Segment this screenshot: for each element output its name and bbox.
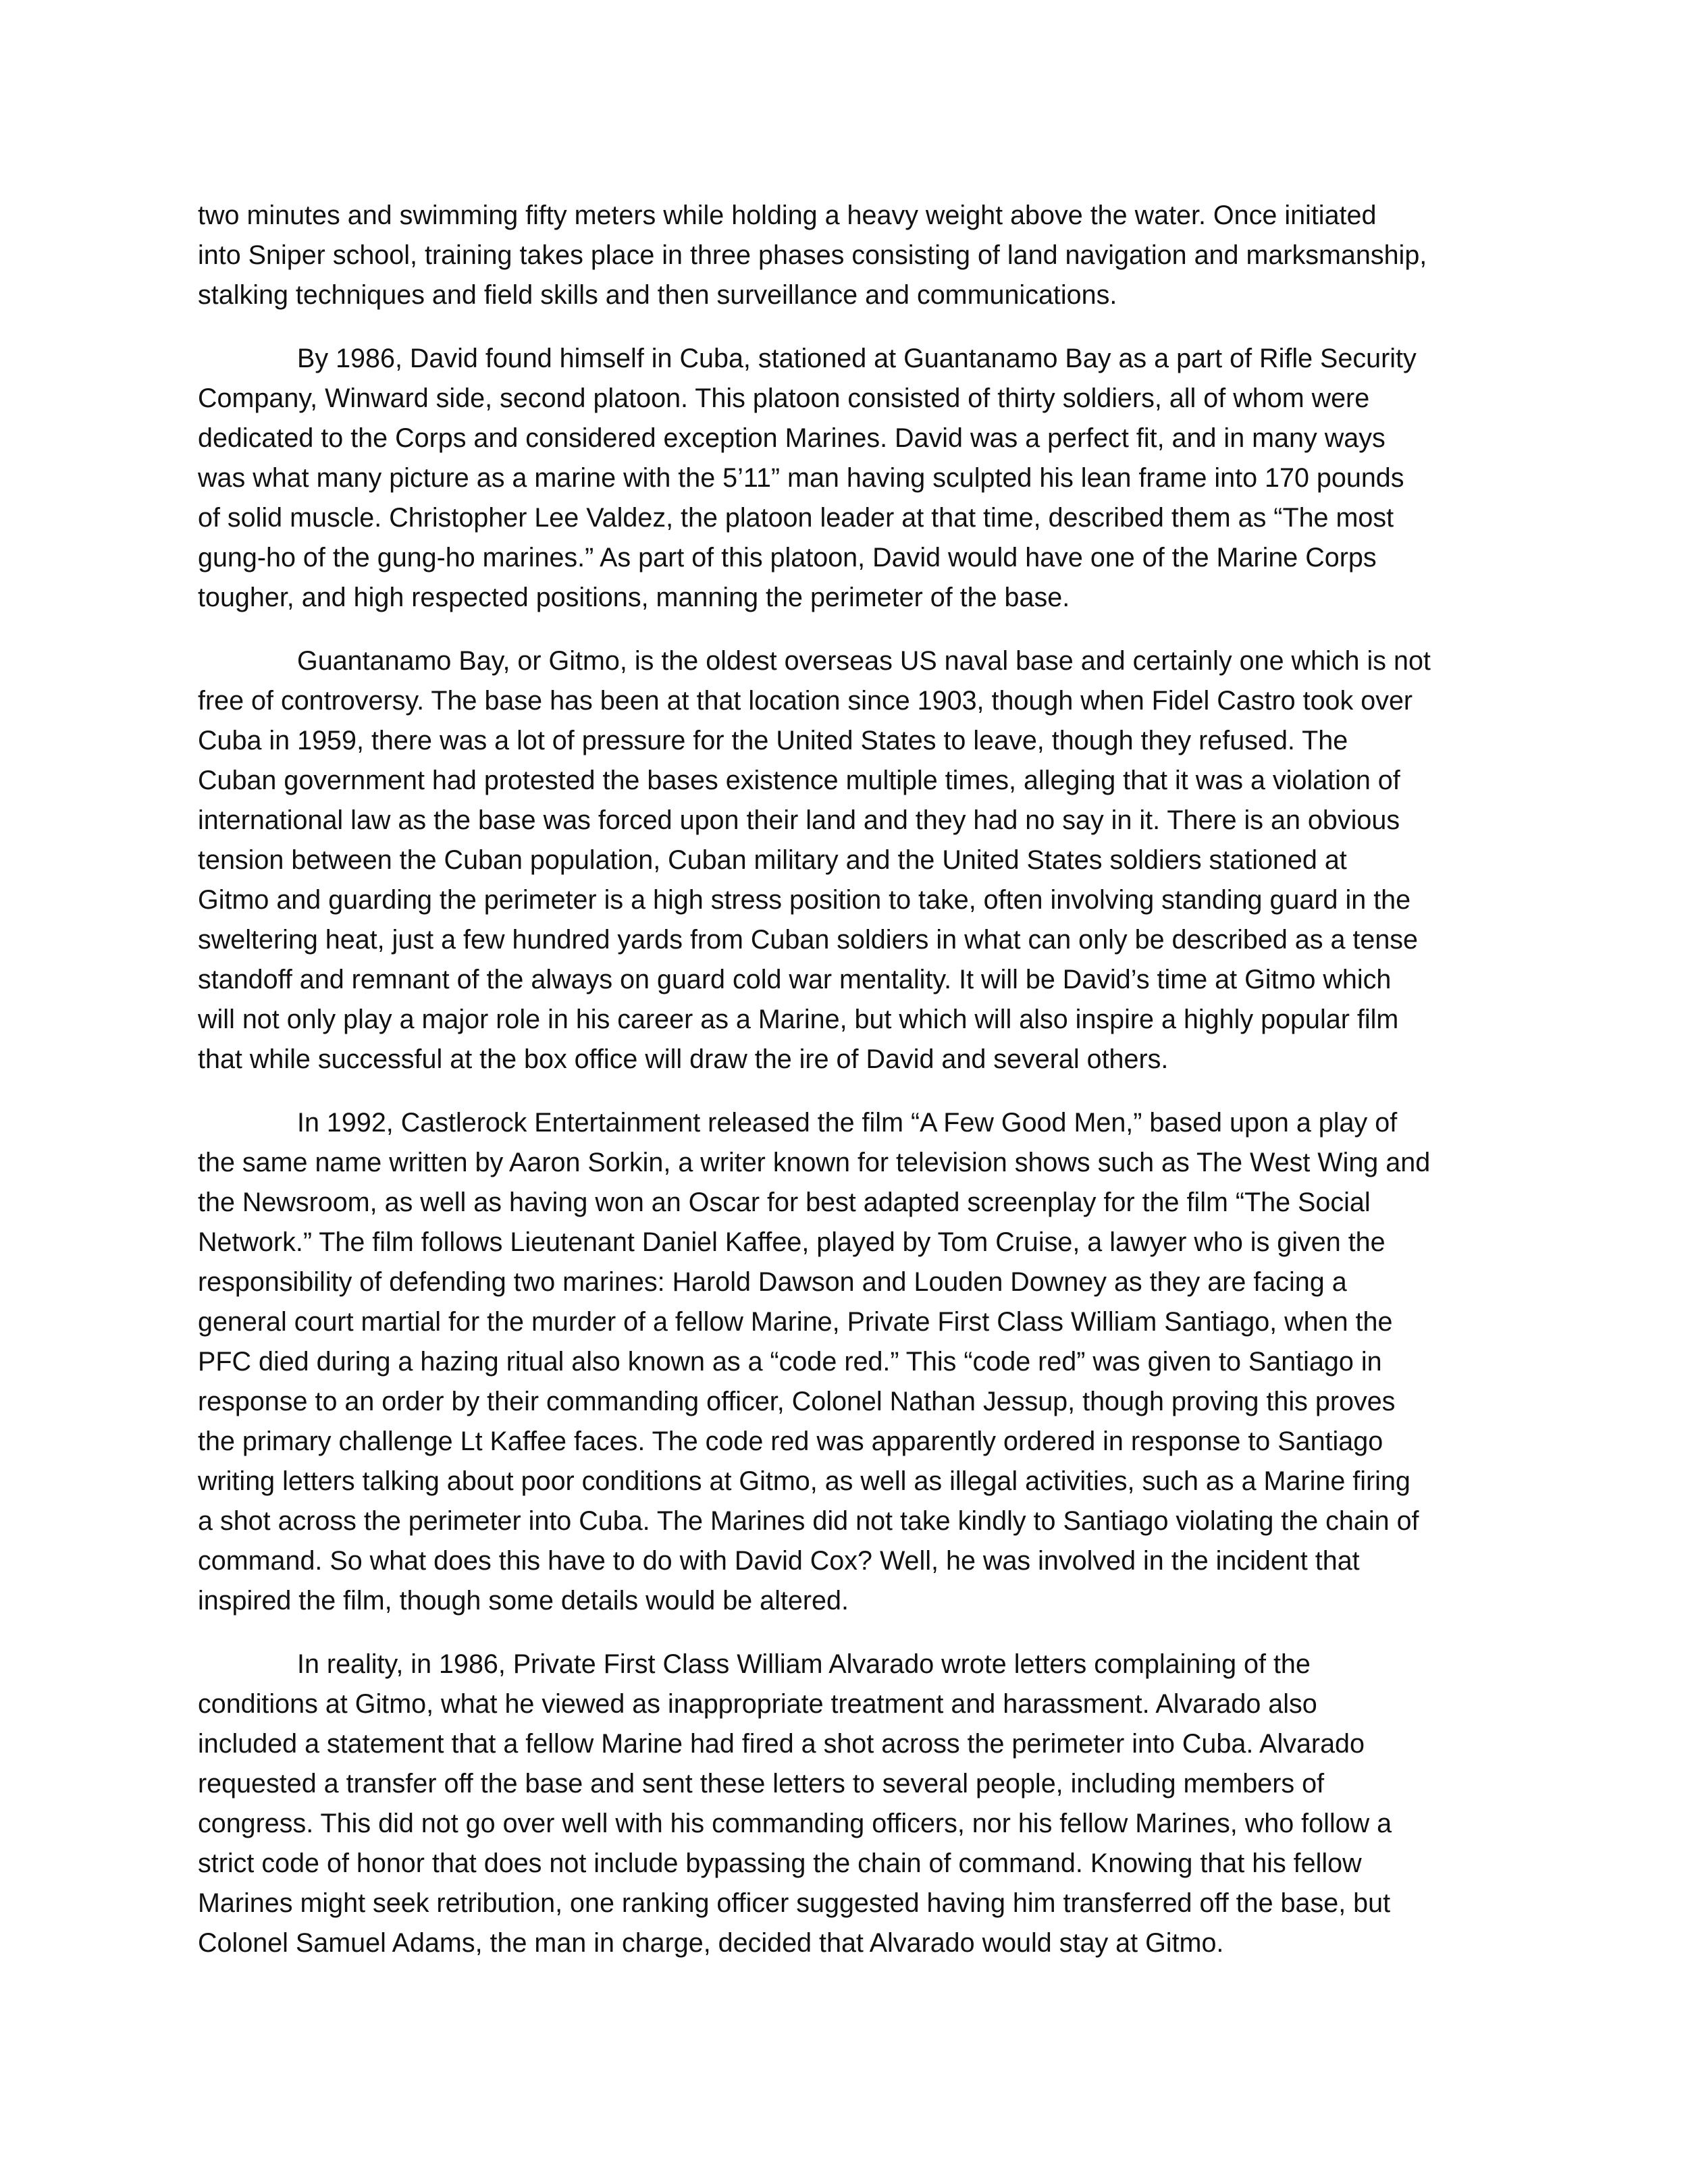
text-line: the primary challenge Lt Kaffee faces. The code red was apparently ordered in response to Santiago <box>198 1427 1383 1456</box>
text-line: will not only play a major role in his career as a Marine, but which will also inspire a highly popular film <box>198 1005 1399 1034</box>
text-line: inspired the film, though some details would be altered. <box>198 1586 849 1616</box>
text-line: Company, Winward side, second platoon. This platoon consisted of thirty soldiers, all of whom were <box>198 383 1370 413</box>
text-line: into Sniper school, training takes place in three phases consisting of land navigation and marksmanship, <box>198 240 1427 270</box>
text-line: requested a transfer off the base and sent these letters to several people, including members of <box>198 1769 1325 1799</box>
text-line: conditions at Gitmo, what he viewed as inappropriate treatment and harassment. Alvarado also <box>198 1689 1317 1719</box>
text-line: Gitmo and guarding the perimeter is a high stress position to take, often involving standing guard in the <box>198 885 1411 915</box>
text-line: Marines might seek retribution, one ranking officer suggested having him transferred off the base, but <box>198 1888 1391 1918</box>
text-line: Cuba in 1959, there was a lot of pressure for the United States to leave, though they refused. The <box>198 726 1348 755</box>
text-line: the Newsroom, as well as having won an Oscar for best adapted screenplay for the film “The Social <box>198 1188 1371 1217</box>
text-line: Cuban government had protested the bases existence multiple times, alleging that it was a violation of <box>198 766 1400 795</box>
text-line: responsibility of defending two marines: Harold Dawson and Louden Downey as they are facing a <box>198 1267 1347 1297</box>
text-line: of solid muscle. Christopher Lee Valdez, the platoon leader at that time, described them as “The most <box>198 503 1394 533</box>
text-line: the same name written by Aaron Sorkin, a writer known for television shows such as The West Wing and <box>198 1148 1431 1177</box>
text-line: strict code of honor that does not include bypassing the chain of command. Knowing that his fellow <box>198 1848 1362 1878</box>
text-line: writing letters talking about poor conditions at Gitmo, as well as illegal activities, such as a Marine firing <box>198 1466 1410 1496</box>
text-line: In reality, in 1986, Private First Class William Alvarado wrote letters complaining of the <box>297 1649 1311 1679</box>
text-line: standoff and remnant of the always on guard cold war mentality. It will be David’s time at Gitmo which <box>198 965 1392 994</box>
paragraph-5 <box>198 1645 1489 1963</box>
text-line: response to an order by their commanding officer, Colonel Nathan Jessup, though proving this proves <box>198 1387 1396 1416</box>
text-line: Colonel Samuel Adams, the man in charge, decided that Alvarado would stay at Gitmo. <box>198 1928 1224 1958</box>
text-line: tougher, and high respected positions, manning the perimeter of the base. <box>198 583 1070 612</box>
text-line: sweltering heat, just a few hundred yards from Cuban soldiers in what can only be described as a tense <box>198 925 1419 955</box>
text-line: gung-ho of the gung-ho marines.” As part of this platoon, David would have one of the Marine Corps <box>198 543 1377 572</box>
document-body <box>198 196 1489 1987</box>
text-line: By 1986, David found himself in Cuba, stationed at Guantanamo Bay as a part of Rifle Security <box>297 344 1417 373</box>
text-line: included a statement that a fellow Marine had fired a shot across the perimeter into Cuba. Alvarado <box>198 1729 1365 1759</box>
text-line: a shot across the perimeter into Cuba. The Marines did not take kindly to Santiago violating the chain of <box>198 1506 1419 1536</box>
text-line: was what many picture as a marine with the 5’11” man having sculpted his lean frame into 170 pounds <box>198 463 1404 493</box>
text-line: two minutes and swimming fifty meters while holding a heavy weight above the water. Once initiated <box>198 201 1377 230</box>
text-line: free of controversy. The base has been at that location since 1903, though when Fidel Castro took over <box>198 686 1413 716</box>
text-line: international law as the base was forced upon their land and they had no say in it. There is an obvious <box>198 805 1400 835</box>
paragraph-1 <box>198 196 1489 315</box>
text-line: Guantanamo Bay, or Gitmo, is the oldest overseas US naval base and certainly one which is not <box>297 646 1431 676</box>
paragraph-4 <box>198 1103 1489 1621</box>
text-line: dedicated to the Corps and considered exception Marines. David was a perfect fit, and in many ways <box>198 423 1386 453</box>
paragraph-2 <box>198 339 1489 618</box>
text-line: PFC died during a hazing ritual also known as a “code red.” This “code red” was given to Santiago in <box>198 1347 1382 1377</box>
text-line: stalking techniques and field skills and then surveillance and communications. <box>198 280 1117 310</box>
text-line: In 1992, Castlerock Entertainment released the film “A Few Good Men,” based upon a play of <box>297 1108 1398 1138</box>
text-line: tension between the Cuban population, Cuban military and the United States soldiers stationed at <box>198 845 1347 875</box>
text-line: congress. This did not go over well with his commanding officers, nor his fellow Marines, who follow a <box>198 1809 1392 1838</box>
paragraph-3 <box>198 641 1489 1080</box>
text-line: general court martial for the murder of a fellow Marine, Private First Class William Santiago, when the <box>198 1307 1393 1337</box>
text-line: command. So what does this have to do with David Cox? Well, he was involved in the incident that <box>198 1546 1360 1576</box>
text-line: that while successful at the box office will draw the ire of David and several others. <box>198 1044 1169 1074</box>
text-line: Network.” The film follows Lieutenant Daniel Kaffee, played by Tom Cruise, a lawyer who is given the <box>198 1227 1386 1257</box>
